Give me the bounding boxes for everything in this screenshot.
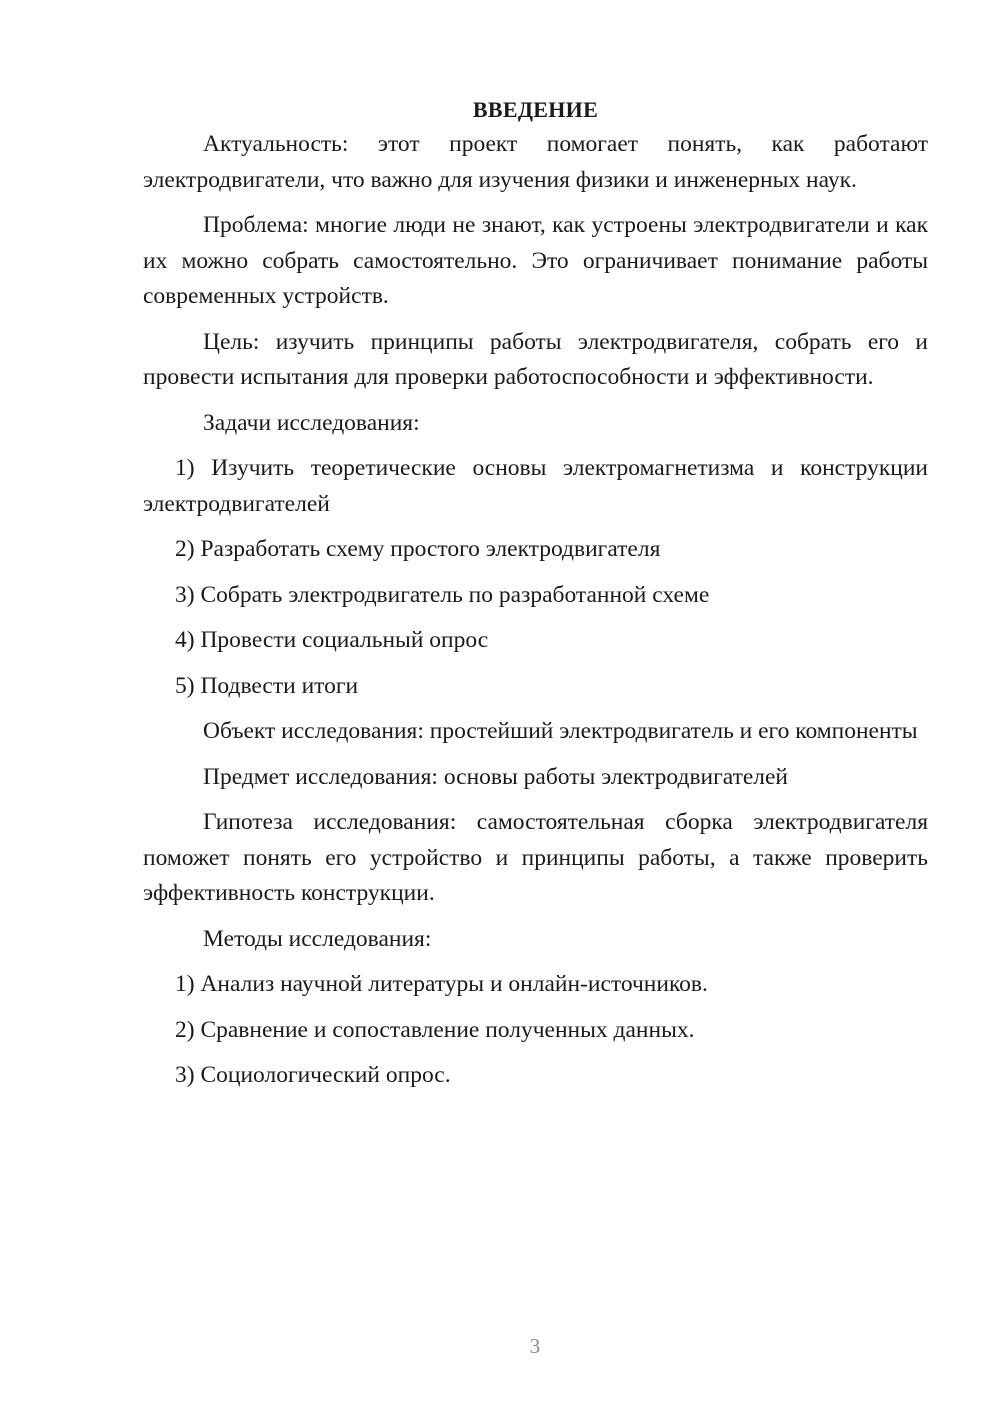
task-item-3: 3) Собрать электродвигатель по разработанной схеме bbox=[175, 581, 710, 608]
task-item-5: 5) Подвести итоги bbox=[175, 672, 359, 699]
task-item-2: 2) Разработать схему простого электродвигателя bbox=[175, 536, 661, 562]
method-item-3: 3) Социологический опрос. bbox=[175, 1062, 451, 1088]
task-item-1: 1) Изучить теоретические основы электромагнетизма и конструкции электродвигателей bbox=[143, 455, 928, 517]
object-paragraph: Объект исследования: простейший электродвигатель и его компоненты bbox=[203, 718, 918, 744]
methods-heading: Методы исследования: bbox=[203, 925, 432, 952]
tasks-heading: Задачи исследования: bbox=[203, 409, 420, 436]
method-item-2: 2) Сравнение и сопоставление полученных данных. bbox=[175, 1016, 695, 1043]
relevance-paragraph: Актуальность: этот проект помогает понять, как работают электродвигатели, что важно для изучения физики и инженерных наук. bbox=[143, 131, 928, 193]
page-title: ВВЕДЕНИЕ bbox=[472, 97, 599, 122]
page-number: 3 bbox=[529, 1334, 541, 1358]
document-body bbox=[143, 92, 928, 1104]
method-item-1: 1) Анализ научной литературы и онлайн-источников. bbox=[175, 971, 708, 997]
hypothesis-paragraph: Гипотеза исследования: самостоятельная сборка электродвигателя поможет понять его устройство и принципы работы, а также проверить эффективность конструкции. bbox=[143, 809, 928, 906]
task-item-4: 4) Провести социальный опрос bbox=[175, 627, 489, 653]
problem-paragraph: Проблема: многие люди не знают, как устроены электродвигатели и как их можно собрать самостоятельно. Это ограничивает понимание работы современных устройств. bbox=[143, 212, 928, 309]
subject-paragraph: Предмет исследования: основы работы электродвигателей bbox=[203, 763, 789, 790]
goal-paragraph: Цель: изучить принципы работы электродвигателя, собрать его и провести испытания для проверки работоспособности и эффективности. bbox=[143, 328, 928, 390]
